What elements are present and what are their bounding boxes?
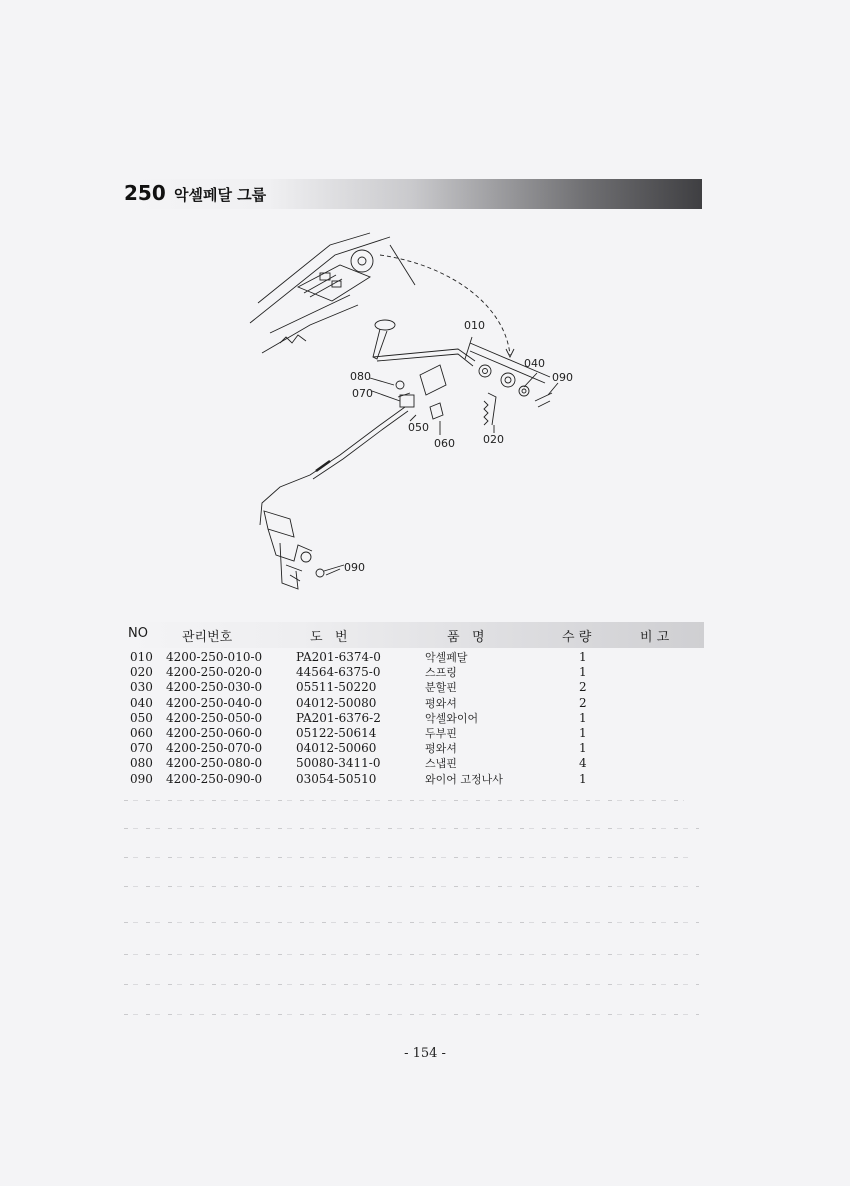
scan-artifact — [124, 857, 694, 858]
cell-no: 070 — [130, 741, 153, 756]
cell-no: 050 — [130, 710, 153, 725]
parts-table-body — [130, 650, 700, 787]
cell-no: 020 — [130, 665, 153, 680]
header-remarks: 비 고 — [640, 630, 670, 645]
cell-drawing-no: 05511-50220 — [296, 680, 377, 695]
cell-drawing-no: 03054-50510 — [296, 771, 377, 786]
cell-quantity: 1 — [579, 741, 587, 756]
scan-artifact — [124, 954, 699, 955]
header-drawing-no: 도 번 — [310, 630, 348, 645]
page-number: - 154 - — [404, 1046, 446, 1061]
cell-drawing-no: PA201-6376-2 — [296, 710, 381, 725]
cell-part-name: 스프링 — [425, 666, 457, 680]
cell-drawing-no: 44564-6375-0 — [296, 665, 381, 680]
header-management-no: 관리번호 — [182, 630, 233, 645]
callout-040: 040 — [524, 357, 545, 370]
scan-artifact — [124, 1014, 699, 1015]
cell-quantity: 2 — [579, 680, 587, 695]
cell-drawing-no: 04012-50060 — [296, 741, 377, 756]
table-row — [130, 772, 700, 787]
header-quantity: 수 량 — [562, 630, 592, 645]
parts-table-header — [124, 622, 704, 648]
section-number: 250 — [124, 181, 166, 205]
table-row — [130, 756, 700, 771]
cell-part-name: 악셀페달 — [425, 651, 468, 664]
cell-drawing-no: PA201-6374-0 — [296, 650, 381, 664]
cell-part-name: 두부핀 — [425, 726, 457, 740]
cell-part-name: 평와셔 — [425, 742, 457, 756]
cell-quantity: 1 — [579, 665, 587, 680]
table-row — [130, 696, 700, 711]
cell-no: 040 — [130, 695, 153, 710]
cell-management-no: 4200-250-090-0 — [166, 771, 263, 786]
cell-management-no: 4200-250-040-0 — [166, 695, 263, 710]
callout-090-upper: 090 — [552, 371, 573, 384]
cell-management-no: 4200-250-060-0 — [166, 725, 263, 740]
cell-no: 030 — [130, 680, 153, 695]
cell-no: 090 — [130, 771, 153, 786]
section-title: 악셀페달 그룹 — [174, 186, 267, 204]
scan-artifact — [124, 800, 684, 801]
cell-drawing-no: 50080-3411-0 — [296, 756, 381, 771]
callout-020: 020 — [483, 433, 504, 446]
table-row — [130, 741, 700, 756]
cell-part-name: 와이어 고정나사 — [425, 772, 503, 786]
section-header — [124, 179, 702, 209]
table-row — [130, 665, 700, 680]
scan-artifact — [124, 984, 699, 985]
scan-artifact — [124, 922, 699, 923]
cell-no: 060 — [130, 725, 153, 740]
scan-artifact — [124, 828, 699, 829]
cell-no: 080 — [130, 756, 153, 771]
cell-quantity: 1 — [579, 771, 587, 786]
cell-part-name: 평와셔 — [425, 696, 457, 710]
callout-050: 050 — [408, 421, 429, 434]
callout-080: 080 — [350, 370, 371, 383]
table-row — [130, 726, 700, 741]
cell-management-no: 4200-250-050-0 — [166, 710, 263, 725]
table-row — [130, 650, 700, 665]
cell-quantity: 1 — [579, 725, 587, 740]
cell-no: 010 — [130, 650, 153, 664]
cell-quantity: 2 — [579, 695, 587, 710]
callout-060: 060 — [434, 437, 455, 450]
table-row — [130, 711, 700, 726]
callout-070: 070 — [352, 387, 373, 400]
cell-part-name: 스냅핀 — [425, 757, 457, 771]
header-no: NO — [128, 626, 148, 641]
table-row — [130, 680, 700, 695]
accelerator-pedal-diagram — [240, 225, 580, 605]
cell-quantity: 1 — [579, 650, 587, 664]
cell-management-no: 4200-250-010-0 — [166, 650, 263, 664]
header-part-name: 품 명 — [447, 630, 485, 645]
cell-quantity: 4 — [579, 756, 587, 771]
cell-management-no: 4200-250-020-0 — [166, 665, 263, 680]
cell-drawing-no: 05122-50614 — [296, 725, 377, 740]
cell-management-no: 4200-250-070-0 — [166, 741, 263, 756]
cell-quantity: 1 — [579, 710, 587, 725]
scan-artifact — [124, 886, 699, 887]
cell-part-name: 분할핀 — [425, 681, 457, 695]
cell-management-no: 4200-250-080-0 — [166, 756, 263, 771]
cell-management-no: 4200-250-030-0 — [166, 680, 263, 695]
callout-090-lower: 090 — [344, 561, 365, 574]
cell-part-name: 악셀와이어 — [425, 711, 479, 725]
cell-drawing-no: 04012-50080 — [296, 695, 377, 710]
parts-diagram — [240, 225, 580, 605]
callout-010: 010 — [464, 319, 485, 332]
